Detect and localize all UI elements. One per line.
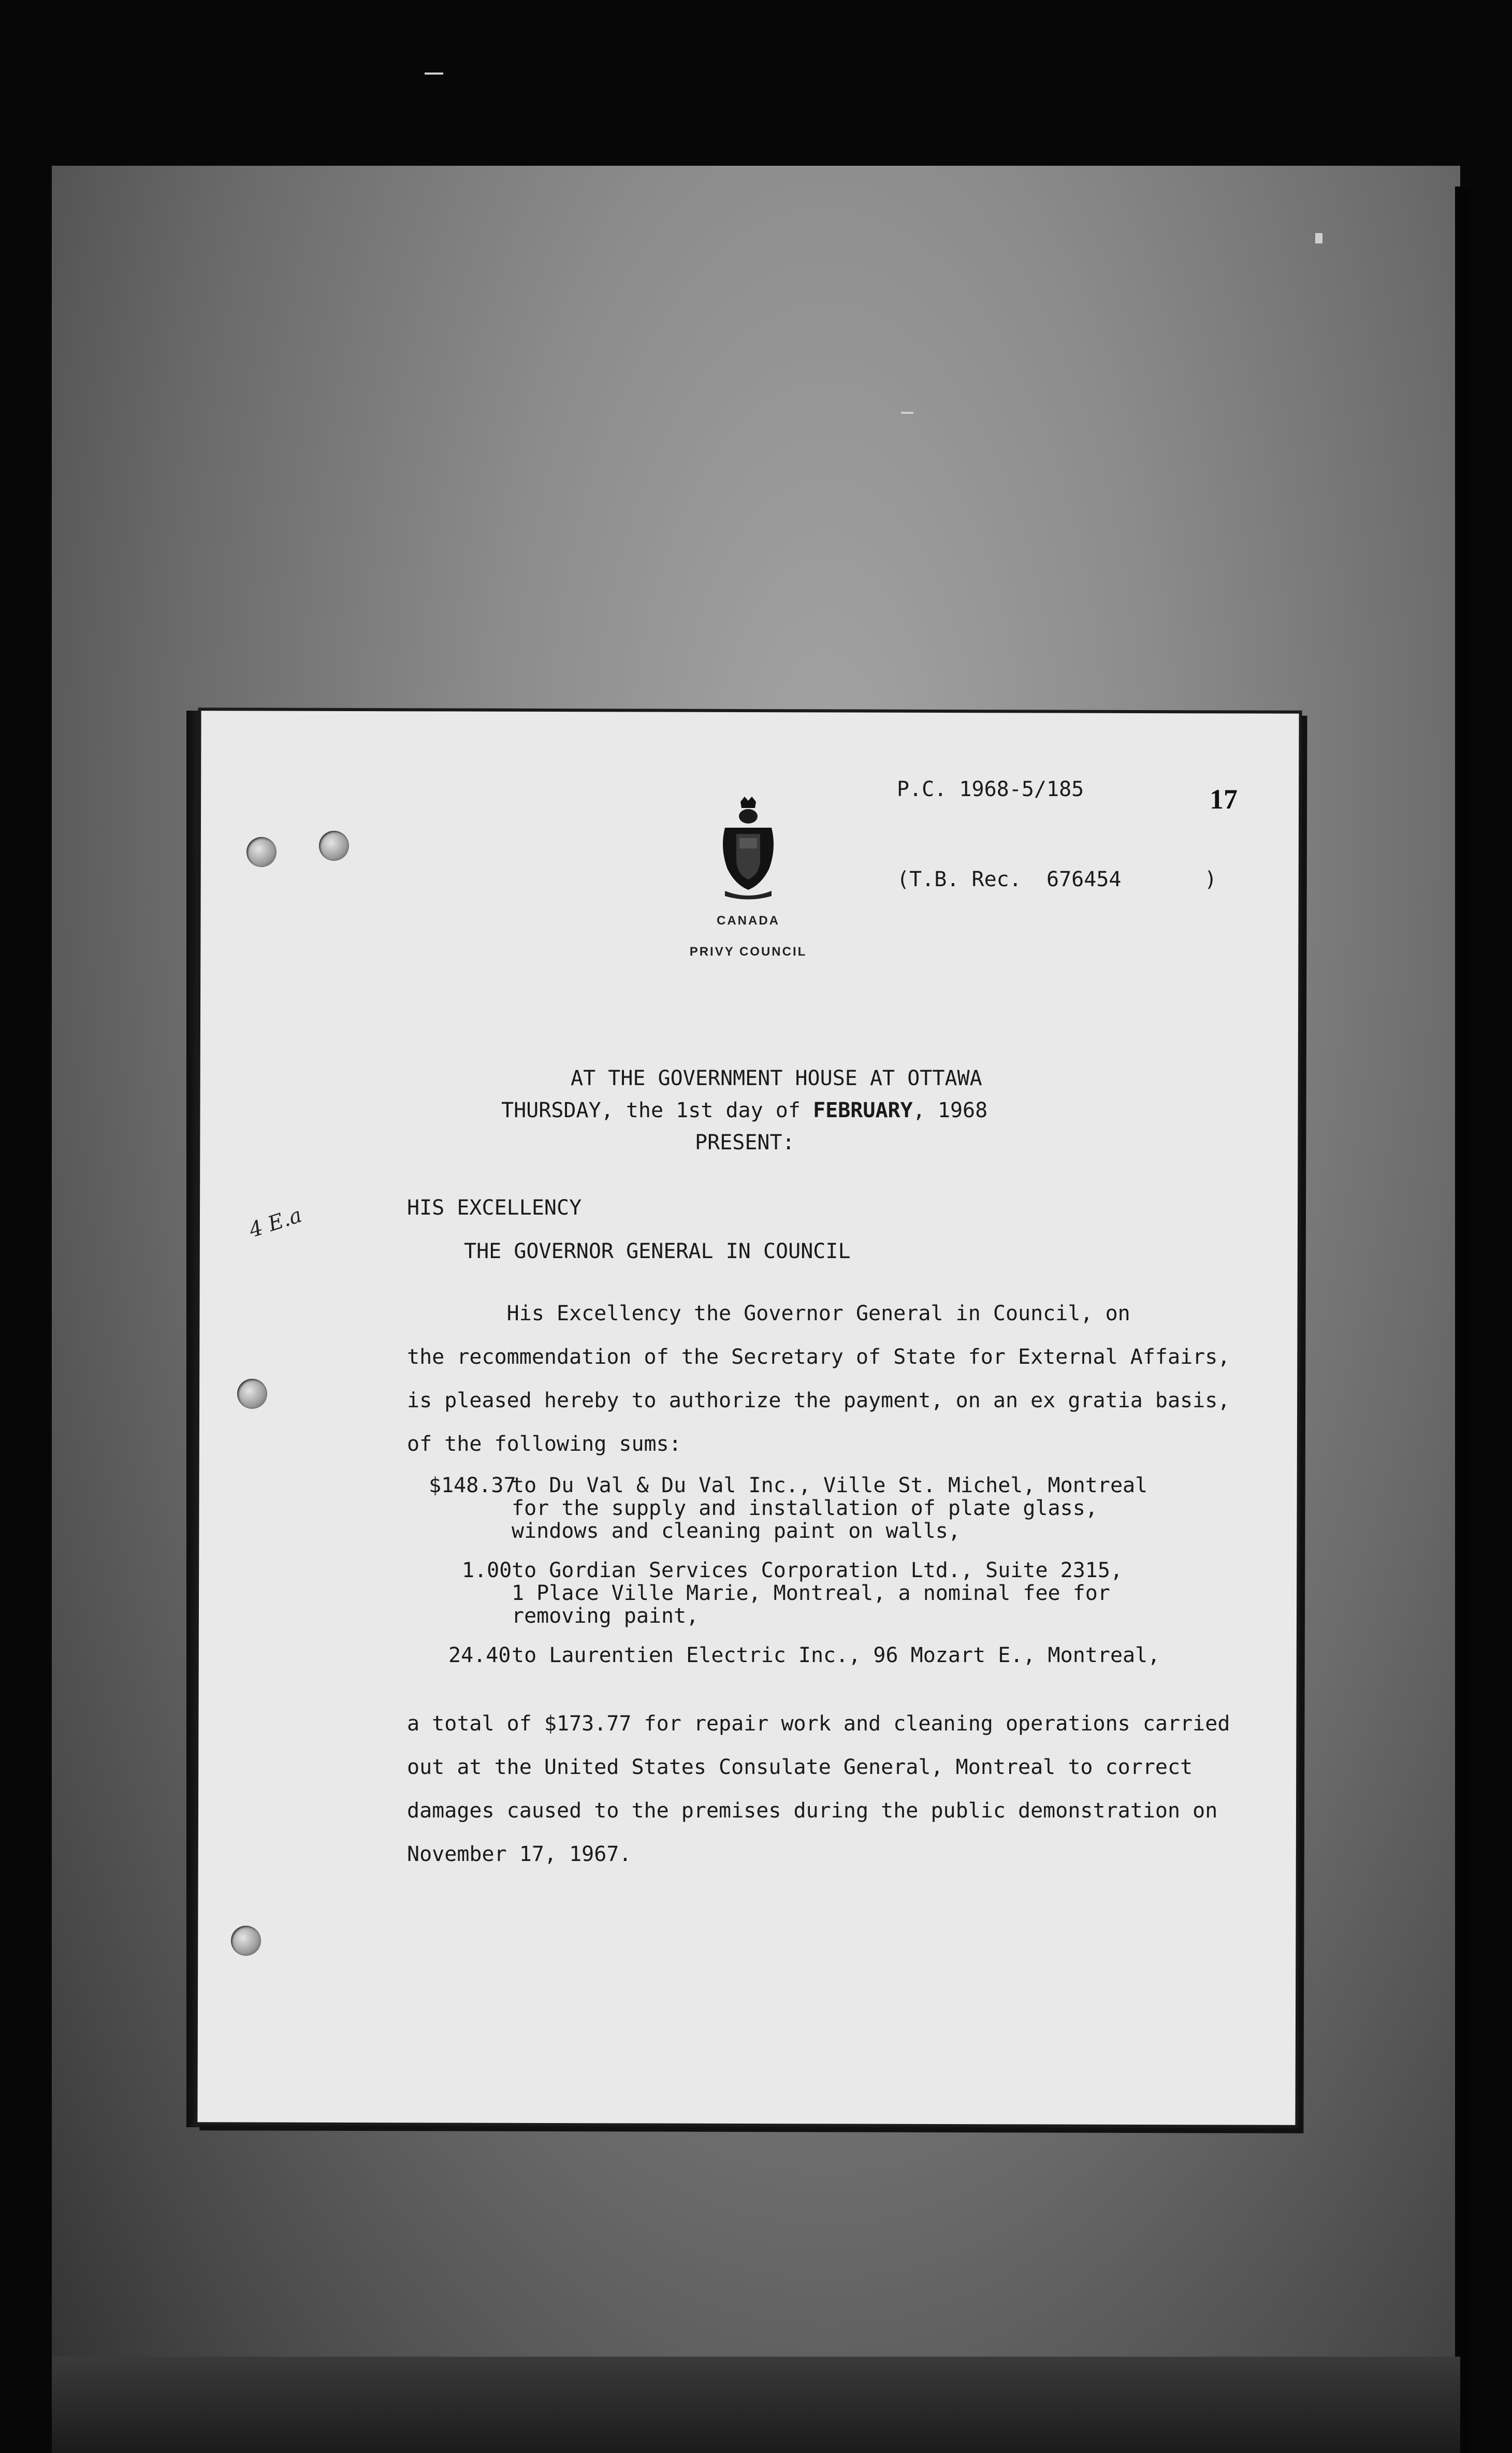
sum-amount: 24.40: [448, 1643, 511, 1667]
closing-line: November 17, 1967.: [407, 1842, 632, 1866]
sum-amount: $148.37: [429, 1474, 516, 1497]
body-line: of the following sums:: [407, 1432, 681, 1456]
crest-country-label: CANADA: [717, 914, 780, 928]
sum-line: to Du Val & Du Val Inc., Ville St. Michel, Montreal: [512, 1474, 1148, 1497]
handwritten-note: 4 E.a: [246, 1203, 305, 1243]
scan-bottom-shadow: [52, 2357, 1460, 2453]
page-number: 17: [1210, 784, 1238, 815]
heading-location: AT THE GOVERNMENT HOUSE AT OTTAWA: [571, 1066, 982, 1090]
sum-line: 1 Place Ville Marie, Montreal, a nominal fee for: [512, 1581, 1110, 1605]
scan-edge: [1455, 186, 1471, 2453]
sum-line: windows and cleaning paint on walls,: [512, 1519, 961, 1543]
present-his-excellency: HIS EXCELLENCY: [407, 1196, 582, 1220]
punch-hole: [319, 831, 349, 861]
sum-line: to Gordian Services Corporation Ltd., Suite 2315,: [512, 1559, 1123, 1582]
body-line: is pleased hereby to authorize the payment, on an ex gratia basis,: [407, 1389, 1230, 1412]
tb-record-close: ): [1204, 868, 1217, 891]
punch-hole: [246, 837, 277, 867]
sum-amount: 1.00: [462, 1559, 512, 1582]
coat-of-arms-icon: [715, 797, 782, 903]
punch-hole: [237, 1379, 267, 1409]
closing-line: out at the United States Consulate General, Montreal to correct: [407, 1755, 1193, 1779]
present-governor-general: THE GOVERNOR GENERAL IN COUNCIL: [464, 1239, 851, 1263]
body-line: the recommendation of the Secretary of State for External Affairs,: [407, 1345, 1230, 1369]
punch-hole: [231, 1926, 261, 1956]
order-reference: P.C. 1968-5/185: [897, 777, 1084, 801]
closing-line: a total of $173.77 for repair work and cleaning operations carried: [407, 1712, 1230, 1736]
heading-date: THURSDAY, the 1st day of FEBRUARY, 1968: [501, 1099, 988, 1122]
sum-line: removing paint,: [512, 1604, 699, 1628]
closing-line: damages caused to the premises during the public demonstration on: [407, 1799, 1218, 1823]
body-line: His Excellency the Governor General in Council, on: [407, 1302, 1130, 1325]
scan-dust: [901, 412, 913, 414]
sum-line: for the supply and installation of plate glass,: [512, 1496, 1098, 1520]
heading-present: PRESENT:: [695, 1131, 795, 1155]
scan-dust: [1315, 233, 1322, 243]
sum-line: to Laurentien Electric Inc., 96 Mozart E., Montreal,: [512, 1643, 1160, 1667]
tb-record: (T.B. Rec. 676454: [897, 868, 1122, 891]
scan-dust: [425, 73, 443, 75]
crest-body-label: PRIVY COUNCIL: [689, 945, 807, 959]
